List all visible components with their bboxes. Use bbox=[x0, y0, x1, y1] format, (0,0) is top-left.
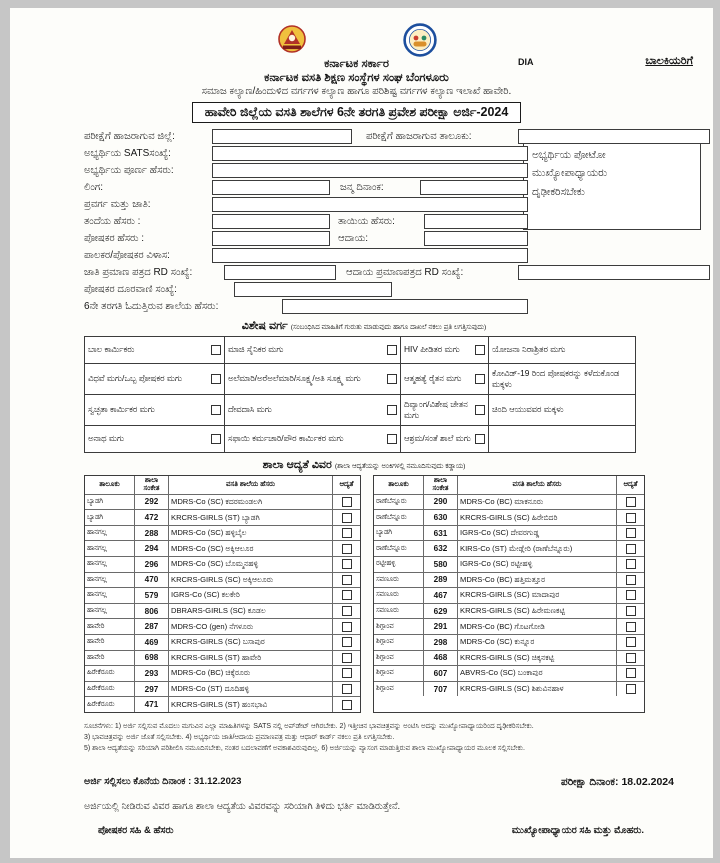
school-priority-table-left bbox=[84, 475, 361, 713]
school-row bbox=[85, 696, 360, 712]
priority-cell bbox=[617, 510, 644, 525]
school-row bbox=[85, 525, 360, 541]
school-row bbox=[85, 572, 360, 588]
form-header bbox=[84, 24, 629, 123]
school-priority-tables bbox=[84, 475, 703, 713]
instructions bbox=[84, 722, 684, 755]
school-row bbox=[374, 540, 644, 556]
caste-rd-input[interactable] bbox=[224, 265, 336, 280]
gender-label: ಲಿಂಗ: bbox=[84, 181, 103, 193]
taluk-cell: ರಾಣೆಬೆನ್ನೂರು bbox=[374, 495, 424, 510]
priority-input-box[interactable] bbox=[342, 575, 352, 585]
priority-cell bbox=[333, 619, 360, 634]
checkbox[interactable] bbox=[211, 374, 221, 384]
priority-cell bbox=[617, 495, 644, 510]
priority-cell bbox=[617, 619, 644, 634]
taluk-cell: ಸವಣೂರು bbox=[374, 588, 424, 603]
school-row bbox=[85, 540, 360, 556]
table-header-row bbox=[374, 476, 644, 494]
taluk-cell: ಬ್ಯಾಡಗಿ bbox=[85, 510, 135, 525]
applicant-details-section bbox=[84, 129, 710, 314]
checkbox[interactable] bbox=[211, 345, 221, 355]
school-row bbox=[85, 665, 360, 681]
school-name-cell: MDRS-Co (BC) ಹತ್ತಿಮತ್ತೂರ bbox=[458, 573, 617, 588]
priority-input-box[interactable] bbox=[626, 528, 636, 538]
school-code-cell: 471 bbox=[135, 697, 169, 712]
checkbox[interactable] bbox=[387, 374, 397, 384]
declaration-text: ಅರ್ಜಿಯಲ್ಲಿ ನೀಡಿರುವ ವಿವರ ಹಾಗೂ ಶಾಲಾ ಆದ್ಯತೆಯ ವಿವರವನ್ನು ಸರಿಯಾಗಿ ತಿಳಿದು ಭರ್ತಿ ಮಾಡಿರುತ್ತೇನೆ. bbox=[84, 801, 401, 813]
school-code-cell: 297 bbox=[135, 682, 169, 697]
priority-input-box[interactable] bbox=[626, 606, 636, 616]
dates-row bbox=[84, 776, 674, 789]
priority-cell bbox=[617, 604, 644, 619]
priority-cell bbox=[333, 651, 360, 666]
taluk-cell: ಶಿಗ್ಗಾಂವ bbox=[374, 619, 424, 634]
priority-cell bbox=[333, 573, 360, 588]
priority-cell bbox=[617, 635, 644, 650]
taluk-cell: ಹಾನಗಲ್ಲ bbox=[85, 541, 135, 556]
school-row bbox=[85, 618, 360, 634]
taluk-cell: ಹಾವೇರಿ bbox=[85, 635, 135, 650]
income-input[interactable] bbox=[424, 231, 528, 246]
school-name-cell: KRCRS-GIRLS (ST) ಹಂಸಭಾವಿ bbox=[169, 697, 333, 712]
priority-input-box[interactable] bbox=[626, 575, 636, 585]
school-name-cell: KRCRS-GIRLS (SC) ಮಾದಾಪುರ bbox=[458, 588, 617, 603]
school-name-cell: IGRS-Co (SC) ಕಲಕೇರಿ bbox=[169, 588, 333, 603]
school-row bbox=[85, 650, 360, 666]
special-cell-label: ಯೋಜನಾ ನಿರಾಶ್ರಿತರ ಮಗು bbox=[492, 344, 566, 355]
special-cell-label: ಅಲೆಮಾರಿ/ಅರೆಅಲೆಮಾರಿ/ಸೂಕ್ಷ್ಮ/ಅತಿ ಸೂಕ್ಷ್ಮ ಮಗು bbox=[228, 373, 361, 384]
priority-input-box[interactable] bbox=[626, 684, 636, 694]
priority-input-box[interactable] bbox=[342, 513, 352, 523]
school-code-cell: 296 bbox=[135, 557, 169, 572]
priority-input-box[interactable] bbox=[342, 528, 352, 538]
special-cell-label: ಸಫಾಯಿ ಕರ್ಮಚಾರಿ/ಪೌರ ಕಾರ್ಮಿಕರ ಮಗು bbox=[228, 433, 344, 444]
school-code-cell: 293 bbox=[135, 666, 169, 681]
school-code-cell: 468 bbox=[424, 651, 458, 666]
school-name-cell: MDRS-Co (BC) ಮಾಕನೂರು bbox=[458, 495, 617, 510]
taluk-cell: ಹಾನಗಲ್ಲ bbox=[85, 557, 135, 572]
school-row bbox=[85, 681, 360, 697]
school-priority-note: (ಶಾಲಾ ಆದ್ಯತೆಯನ್ನು ಅಂಕಿಗಳಲ್ಲಿ ನಮೂದಿಸುವುದು ಕಡ್ಡಾಯ) bbox=[334, 462, 466, 470]
sats-number-label: ಅಭ್ಯರ್ಥಿಯ SATSಸಂಖ್ಯೆ: bbox=[84, 147, 171, 159]
income-rd-label: ಆದಾಯ ಪ್ರಮಾಣಪತ್ರದ RD ಸಂಖ್ಯೆ: bbox=[346, 266, 464, 278]
school-code-cell: 472 bbox=[135, 510, 169, 525]
kreis-logo bbox=[403, 23, 437, 57]
special-cell-label: ದಿವ್ಯಾಂಗ/ವಿಶೇಷ ಚೇತನ ಮಗು bbox=[404, 398, 468, 420]
school-row bbox=[85, 603, 360, 619]
mother-name-input[interactable] bbox=[424, 214, 528, 229]
priority-cell bbox=[333, 697, 360, 712]
school-row bbox=[374, 587, 644, 603]
school-row bbox=[85, 634, 360, 650]
current-school-label: 6ನೇ ತರಗತಿ ಓದುತ್ತಿರುವ ಶಾಲೆಯ ಹೆಸರು: bbox=[84, 300, 219, 312]
special-cell-label: ಬಾಲ ಕಾರ್ಮಿಕರು bbox=[88, 344, 135, 355]
special-cell-label: ದೇವದಾಸಿ ಮಗು bbox=[228, 404, 272, 415]
special-cell-label: ಮಾಜಿ ಸೈನಿಕರ ಮಗು bbox=[228, 344, 284, 355]
priority-cell bbox=[333, 666, 360, 681]
instruction-line-1: ಸೂಚನೆಗಳು: 1) ಅರ್ಜಿ ಸಲ್ಲಿಸುವ ಮೊದಲು ಮಗುವಿನ ಎಲ್ಲಾ ಮಾಹಿತಿಗಳನ್ನು SATS ನಲ್ಲಿ ಅಪ್‌ಡೇಟ್ ಆಗಿರಬೇಕು. 2) ಇತ್ತೀಚಿನ ಭಾವಚಿತ್ರವನ್ನು ಅಂಟಿಸಿ ಅದನ್ನು ಮುಖ್ಯೋಪಾಧ್ಯಾಯರಿಂದ ದೃಢೀಕರಿಸಬೇಕು. bbox=[84, 722, 534, 730]
taluk-cell: ಬ್ಯಾಡಗಿ bbox=[374, 526, 424, 541]
special-category-header bbox=[84, 320, 644, 333]
checkbox[interactable] bbox=[211, 434, 221, 444]
income-label: ಆದಾಯ: bbox=[338, 232, 369, 244]
taluk-cell: ಶಿಗ್ಗಾಂವ bbox=[374, 666, 424, 681]
priority-input-box[interactable] bbox=[342, 668, 352, 678]
school-name-cell: MDRS-Co (ST) ದೂದಿಹಳ್ಳಿ bbox=[169, 682, 333, 697]
taluk-cell: ಹಾವೇರಿ bbox=[85, 619, 135, 634]
checkbox[interactable] bbox=[475, 345, 485, 355]
school-row bbox=[85, 556, 360, 572]
priority-cell bbox=[333, 526, 360, 541]
organization-title: ಕರ್ನಾಟಕ ವಸತಿ ಶಿಕ್ಷಣ ಸಂಸ್ಥೆಗಳ ಸಂಘ ಬೆಂಗಳೂರು bbox=[264, 72, 449, 85]
school-name-cell: MDRS-CO (gen) ನೆಗಳೂರು bbox=[169, 619, 333, 634]
school-row bbox=[85, 509, 360, 525]
taluk-cell: ಹಾನಗಲ್ಲ bbox=[85, 526, 135, 541]
school-name-cell: MDRS-Co (SC) ಅಕ್ಕಿಆಲೂರ bbox=[169, 541, 333, 556]
school-code-cell: 632 bbox=[424, 541, 458, 556]
special-cell-label: ಚಿಂದಿ ಆಯುವವರ ಮಕ್ಕಳು bbox=[492, 404, 564, 415]
income-rd-input[interactable] bbox=[518, 265, 710, 280]
school-name-cell: MDRS-Co (SC) ಕುನ್ನೂರ bbox=[458, 635, 617, 650]
priority-cell bbox=[617, 573, 644, 588]
special-category-title: ವಿಶೇಷ ವರ್ಗ bbox=[241, 319, 288, 332]
exam-district-label: ಪರೀಕ್ಷೆಗೆ ಹಾಜರಾಗುವ ಜಿಲ್ಲೆ: bbox=[84, 130, 175, 142]
last-date-label: ಅರ್ಜಿ ಸಲ್ಲಿಸಲು ಕೊನೆಯ ದಿನಾಂಕ : 31.12.2023 bbox=[84, 776, 242, 788]
taluk-cell: ಹಾವೇರಿ bbox=[85, 651, 135, 666]
priority-cell bbox=[617, 541, 644, 556]
school-name-cell: MDRS-Co (SC) ಕದರಮಂಡಲಗಿ bbox=[169, 495, 333, 510]
checkbox[interactable] bbox=[387, 434, 397, 444]
application-form-page bbox=[10, 8, 713, 858]
taluk-cell: ರಾಣೆಬೆನ್ನೂರು bbox=[374, 510, 424, 525]
priority-input-box[interactable] bbox=[626, 637, 636, 647]
priority-input-box[interactable] bbox=[342, 637, 352, 647]
category-caste-input[interactable] bbox=[212, 197, 528, 212]
special-cell-label: ಅನಾಥ ಮಗು bbox=[88, 433, 125, 444]
table-header-row bbox=[85, 476, 360, 494]
priority-input-box[interactable] bbox=[342, 497, 352, 507]
exam-taluk-label: ಪರೀಕ್ಷೆಗೆ ಹಾಜರಾಗುವ ತಾಲೂಕು: bbox=[366, 130, 472, 142]
priority-input-box[interactable] bbox=[342, 700, 352, 710]
instruction-line-3: 5) ಶಾಲಾ ಆದ್ಯತೆಯನ್ನು ಸರಿಯಾಗಿ ಪರಿಶೀಲಿಸಿ ನಮೂದಿಸಬೇಕು, ನಂತರ ಬದಲಾವಣೆಗೆ ಅವಕಾಶವಿರುವುದಿಲ್ಲ. 6) ಅರ್ಜಿಯನ್ನು ವ್ಯಾಸಂಗ ಮಾಡುತ್ತಿರುವ ಶಾಲಾ ಮುಖ್ಯೋಪಾಧ್ಯಾಯರ ಮೂಲಕ ಸಲ್ಲಿಸಬೇಕು. bbox=[84, 744, 525, 752]
school-name-cell: MDRS-Co (SC) ಹಳ್ಳಿಬೈಲ bbox=[169, 526, 333, 541]
school-row bbox=[374, 650, 644, 666]
taluk-cell: ಸವಣೂರು bbox=[374, 604, 424, 619]
signature-row bbox=[84, 825, 644, 836]
priority-input-box[interactable] bbox=[342, 559, 352, 569]
priority-input-box[interactable] bbox=[626, 513, 636, 523]
school-code-cell: 291 bbox=[424, 619, 458, 634]
school-row bbox=[85, 494, 360, 510]
priority-input-box[interactable] bbox=[342, 684, 352, 694]
school-code-cell: 467 bbox=[424, 588, 458, 603]
school-code-cell: 470 bbox=[135, 573, 169, 588]
school-name-cell: KIRS-Co (ST) ಮೇಡ್ಲೇರಿ (ರಾಣೆಬೆನ್ನೂರು) bbox=[458, 541, 617, 556]
instruction-line-2: 3) ಭಾವಚಿತ್ರವನ್ನು ಅರ್ಜಿ ಜೊತೆ ಸಲ್ಲಿಸಬೇಕು. 4) ಅಭ್ಯರ್ಥಿಯ ಜಾತಿ/ಆದಾಯ ಪ್ರಮಾಣಪತ್ರ ಮತ್ತು ಆಧಾರ್ ಕಾರ್ಡ್ ನಕಲು ಪ್ರತಿ ಲಗತ್ತಿಸಬೇಕು. bbox=[84, 733, 395, 741]
priority-input-box[interactable] bbox=[626, 544, 636, 554]
col-priority: ಆದ್ಯತೆ bbox=[623, 480, 638, 488]
school-name-cell: ABVRS-Co (SC) ಬಂಕಾಪುರ bbox=[458, 666, 617, 681]
checkbox[interactable] bbox=[387, 345, 397, 355]
priority-input-box[interactable] bbox=[626, 653, 636, 663]
school-name-cell: KRCRS-GIRLS (SC) ಹಿರೇಬಿದರಿ bbox=[458, 510, 617, 525]
school-priority-title: ಶಾಲಾ ಆದ್ಯತೆ ವಿವರ bbox=[262, 458, 332, 471]
priority-input-box[interactable] bbox=[626, 622, 636, 632]
special-cell-label: ಆಶ್ರಮ/ಸಂತೆ ಶಾಲೆ ಮಗು bbox=[404, 433, 471, 444]
school-row bbox=[374, 556, 644, 572]
priority-cell bbox=[617, 588, 644, 603]
school-code-cell: 294 bbox=[135, 541, 169, 556]
taluk-cell: ರಾಣೆಬೆನ್ನೂರು bbox=[374, 541, 424, 556]
school-code-cell: 579 bbox=[135, 588, 169, 603]
guardian-name-input[interactable] bbox=[212, 231, 330, 246]
special-cell-label: ಕೋವಿಡ್-19 ರಿಂದ ಪೋಷಕರನ್ನು ಕಳೆದುಕೊಂಡ ಮಕ್ಕಳು bbox=[492, 367, 620, 389]
school-row bbox=[374, 572, 644, 588]
address-input[interactable] bbox=[212, 248, 528, 263]
taluk-cell: ಹಾನಗಲ್ಲ bbox=[85, 573, 135, 588]
government-title: ಕರ್ನಾಟಕ ಸರ್ಕಾರ bbox=[324, 58, 389, 70]
phone-label: ಪೋಷಕರ ದೂರವಾಣಿ ಸಂಖ್ಯೆ: bbox=[84, 283, 177, 295]
school-priority-table-right bbox=[373, 475, 645, 713]
school-code-cell: 629 bbox=[424, 604, 458, 619]
col-school-name: ವಸತಿ ಶಾಲೆಯ ಹೆಸರು bbox=[169, 476, 333, 494]
taluk-cell: ಹಿರೇಕೆರೂರು bbox=[85, 697, 135, 712]
special-cell-label: ಆತ್ಮಹತ್ಯೆ ರೈತನ ಮಗು bbox=[404, 373, 462, 384]
school-code-cell: 292 bbox=[135, 495, 169, 510]
priority-input-box[interactable] bbox=[342, 606, 352, 616]
headmaster-signature-label: ಮುಖ್ಯೋಪಾಧ್ಯಾಯರ ಸಹಿ ಮತ್ತು ಮೊಹರು. bbox=[511, 825, 644, 837]
school-code-cell: 707 bbox=[424, 682, 458, 697]
priority-cell bbox=[333, 557, 360, 572]
karnataka-emblem-logo bbox=[277, 24, 307, 56]
guardian-name-label: ಪೋಷಕರ ಹೆಸರು : bbox=[84, 232, 145, 244]
full-name-label: ಅಭ್ಯರ್ಥಿಯ ಪೂರ್ಣ ಹೆಸರು: bbox=[84, 164, 174, 176]
special-category-table bbox=[84, 336, 636, 453]
exam-taluk-input[interactable] bbox=[518, 129, 710, 144]
taluk-cell: ಹಾನಗಲ್ಲ bbox=[85, 588, 135, 603]
address-label: ಪಾಲಕರ/ಪೋಷಕರ ವಿಳಾಸ: bbox=[84, 249, 170, 261]
taluk-cell: ಶಿಗ್ಗಾಂವ bbox=[374, 651, 424, 666]
school-name-cell: MDRS-Co (SC) ಬೊಮ್ಮನಹಳ್ಳಿ bbox=[169, 557, 333, 572]
priority-input-box[interactable] bbox=[342, 653, 352, 663]
school-code-cell: 288 bbox=[135, 526, 169, 541]
col-taluk: ತಾಲೂಕು bbox=[374, 476, 424, 494]
school-row bbox=[374, 681, 644, 697]
col-school-name: ವಸತಿ ಶಾಲೆಯ ಹೆಸರು bbox=[458, 476, 617, 494]
priority-cell bbox=[333, 588, 360, 603]
father-name-label: ತಂದೆಯ ಹೆಸರು : bbox=[84, 215, 141, 227]
taluk-cell: ಬ್ಯಾಡಗಿ bbox=[85, 495, 135, 510]
col-taluk: ತಾಲೂಕು bbox=[85, 476, 135, 494]
caste-rd-label: ಜಾತಿ ಪ್ರಮಾಣ ಪತ್ರದ RD ಸಂಖ್ಯೆ: bbox=[84, 266, 193, 278]
school-name-cell: MDRS-Co (BC) ಗೊಟಗೋಡಿ bbox=[458, 619, 617, 634]
taluk-cell: ಸವಣೂರು bbox=[374, 573, 424, 588]
checkbox[interactable] bbox=[475, 405, 485, 415]
school-code-cell: 298 bbox=[424, 635, 458, 650]
col-school-code: ಶಾಲಾ ಸಂಕೇತ bbox=[424, 476, 458, 494]
school-row bbox=[374, 634, 644, 650]
exam-date-label: ಪರೀಕ್ಷಾ ದಿನಾಂಕ: 18.02.2024 bbox=[561, 776, 674, 789]
parent-signature-label: ಪೋಷಕರ ಸಹಿ & ಹೆಸರು bbox=[98, 825, 174, 837]
taluk-cell: ಶಿಗ್ಗಾಂವ bbox=[374, 682, 424, 697]
school-row bbox=[374, 525, 644, 541]
checkbox[interactable] bbox=[475, 374, 485, 384]
priority-cell bbox=[617, 666, 644, 681]
priority-input-box[interactable] bbox=[626, 590, 636, 600]
school-code-cell: 289 bbox=[424, 573, 458, 588]
priority-input-box[interactable] bbox=[626, 497, 636, 507]
school-priority-header bbox=[84, 459, 644, 472]
school-row bbox=[85, 587, 360, 603]
priority-cell bbox=[617, 682, 644, 697]
school-code-cell: 290 bbox=[424, 495, 458, 510]
school-row bbox=[374, 603, 644, 619]
department-line: ಸಮಾಜ ಕಲ್ಯಾಣ/ಹಿಂದುಳಿದ ವರ್ಗಗಳ ಕಲ್ಯಾಣ ಹಾಗೂ ಪರಿಶಿಷ್ಟ ವರ್ಗಗಳ ಕಲ್ಯಾಣ ಇಲಾಖೆ ಹಾವೇರಿ. bbox=[201, 86, 512, 98]
priority-cell bbox=[333, 510, 360, 525]
school-row bbox=[374, 509, 644, 525]
taluk-cell: ಹಾನಗಲ್ಲ bbox=[85, 604, 135, 619]
photo-box-line2: ಮುಖ್ಯೋಪಾಧ್ಯಾಯರು bbox=[532, 167, 608, 180]
dia-label: DIA bbox=[518, 57, 534, 67]
full-name-input[interactable] bbox=[212, 163, 528, 178]
school-name-cell: KRCRS-GIRLS (ST) ಬ್ಯಾಡಗಿ bbox=[169, 510, 333, 525]
priority-cell bbox=[617, 557, 644, 572]
priority-cell bbox=[617, 651, 644, 666]
school-code-cell: 630 bbox=[424, 510, 458, 525]
col-priority: ಆದ್ಯತೆ bbox=[339, 480, 354, 488]
school-row bbox=[374, 665, 644, 681]
school-name-cell: KRCRS-GIRLS (SC) ಶಿಶುವಿನಹಾಳ bbox=[458, 682, 617, 697]
exam-district-input[interactable] bbox=[212, 129, 352, 144]
priority-input-box[interactable] bbox=[626, 668, 636, 678]
sats-number-input[interactable] bbox=[212, 146, 528, 161]
priority-input-box[interactable] bbox=[342, 622, 352, 632]
priority-cell bbox=[333, 604, 360, 619]
col-school-code: ಶಾಲಾ ಸಂಕೇತ bbox=[135, 476, 169, 494]
school-code-cell: 607 bbox=[424, 666, 458, 681]
checkbox[interactable] bbox=[475, 434, 485, 444]
school-name-cell: KRCRS-GIRLS (SC) ಹಿರೇಮಣಕಟ್ಟಿ bbox=[458, 604, 617, 619]
current-school-input[interactable] bbox=[282, 299, 528, 314]
school-name-cell: KRCRS-GIRLS (SC) ಅಕ್ಕಿಆಲೂರು bbox=[169, 573, 333, 588]
form-title: ಹಾವೇರಿ ಜಿಲ್ಲೆಯ ವಸತಿ ಶಾಲೆಗಳ 6ನೇ ತರಗತಿ ಪ್ರವೇಶ ಪರೀಕ್ಷಾ ಅರ್ಜಿ-2024 bbox=[192, 102, 522, 123]
school-name-cell: KRCRS-GIRLS (SC) ಚಿಕ್ಕನಕಟ್ಟಿ bbox=[458, 651, 617, 666]
gender-input[interactable] bbox=[212, 180, 330, 195]
dob-input[interactable] bbox=[420, 180, 528, 195]
school-code-cell: 806 bbox=[135, 604, 169, 619]
checkbox[interactable] bbox=[387, 405, 397, 415]
special-category-note: (ಸಂಬಂಧಿಸಿದ ಮಾಹಿತಿಗೆ ಗುರುತು ಮಾಡುವುದು ಹಾಗೂ ದಾಖಲೆ ನಕಲು ಪ್ರತಿ ಲಗತ್ತಿಸುವುದು) bbox=[290, 323, 487, 331]
priority-cell bbox=[333, 541, 360, 556]
dob-label: ಜನ್ಮ ದಿನಾಂಕ: bbox=[340, 181, 384, 193]
priority-cell bbox=[333, 635, 360, 650]
taluk-cell: ಹಿರೇಕೆರೂರು bbox=[85, 682, 135, 697]
school-code-cell: 287 bbox=[135, 619, 169, 634]
school-name-cell: IGRS-Co (SC) ರಟ್ಟೀಹಳ್ಳಿ bbox=[458, 557, 617, 572]
phone-input[interactable] bbox=[234, 282, 392, 297]
school-code-cell: 631 bbox=[424, 526, 458, 541]
school-row bbox=[374, 494, 644, 510]
school-code-cell: 698 bbox=[135, 651, 169, 666]
photo-box-line3: ದೃಢೀಕರಿಸಬೇಕು bbox=[532, 185, 585, 198]
special-cell-label: HIV ಪೀಡಿತರ ಮಗು bbox=[404, 344, 460, 355]
photo-box-line1: ಅಭ್ಯರ್ಥಿಯ ಪೋಟೋ bbox=[532, 149, 606, 161]
taluk-cell: ಹಿರೇಕೆರೂರು bbox=[85, 666, 135, 681]
priority-cell bbox=[333, 495, 360, 510]
priority-cell bbox=[333, 682, 360, 697]
school-name-cell: IGRS-Co (SC) ದೇವರಗುಡ್ಡ bbox=[458, 526, 617, 541]
school-code-cell: 469 bbox=[135, 635, 169, 650]
for-girls-label: ಬಾಲಕಿಯರಿಗೆ bbox=[645, 55, 693, 67]
school-code-cell: 580 bbox=[424, 557, 458, 572]
school-name-cell: DBRARS-GIRLS (SC) ಕೂಡಲ bbox=[169, 604, 333, 619]
priority-input-box[interactable] bbox=[342, 590, 352, 600]
taluk-cell: ರಟ್ಟೀಹಳ್ಳಿ bbox=[374, 557, 424, 572]
mother-name-label: ತಾಯಿಯ ಹೆಸರು: bbox=[338, 215, 395, 227]
priority-cell bbox=[617, 526, 644, 541]
school-row bbox=[374, 618, 644, 634]
special-cell-label: ಸ್ವಚ್ಛತಾ ಕಾರ್ಮಿಕರ ಮಗು bbox=[88, 404, 155, 415]
category-caste-label: ಪ್ರವರ್ಗ ಮತ್ತು ಜಾತಿ: bbox=[84, 198, 151, 210]
school-name-cell: MDRS-Co (BC) ಚಿಕ್ಕೆರೂರು bbox=[169, 666, 333, 681]
school-name-cell: KRCRS-GIRLS (ST) ಹಾವೇರಿ bbox=[169, 651, 333, 666]
checkbox[interactable] bbox=[211, 405, 221, 415]
special-cell-label: ವಿಧವೆ ಮಗು/ಒಬ್ಬ ಪೋಷಕರ ಮಗು bbox=[88, 373, 183, 384]
priority-input-box[interactable] bbox=[626, 559, 636, 569]
father-name-input[interactable] bbox=[212, 214, 330, 229]
priority-input-box[interactable] bbox=[342, 544, 352, 554]
taluk-cell: ಶಿಗ್ಗಾಂವ bbox=[374, 635, 424, 650]
school-name-cell: KRCRS-GIRLS (SC) ಬಸಾಪುರ bbox=[169, 635, 333, 650]
